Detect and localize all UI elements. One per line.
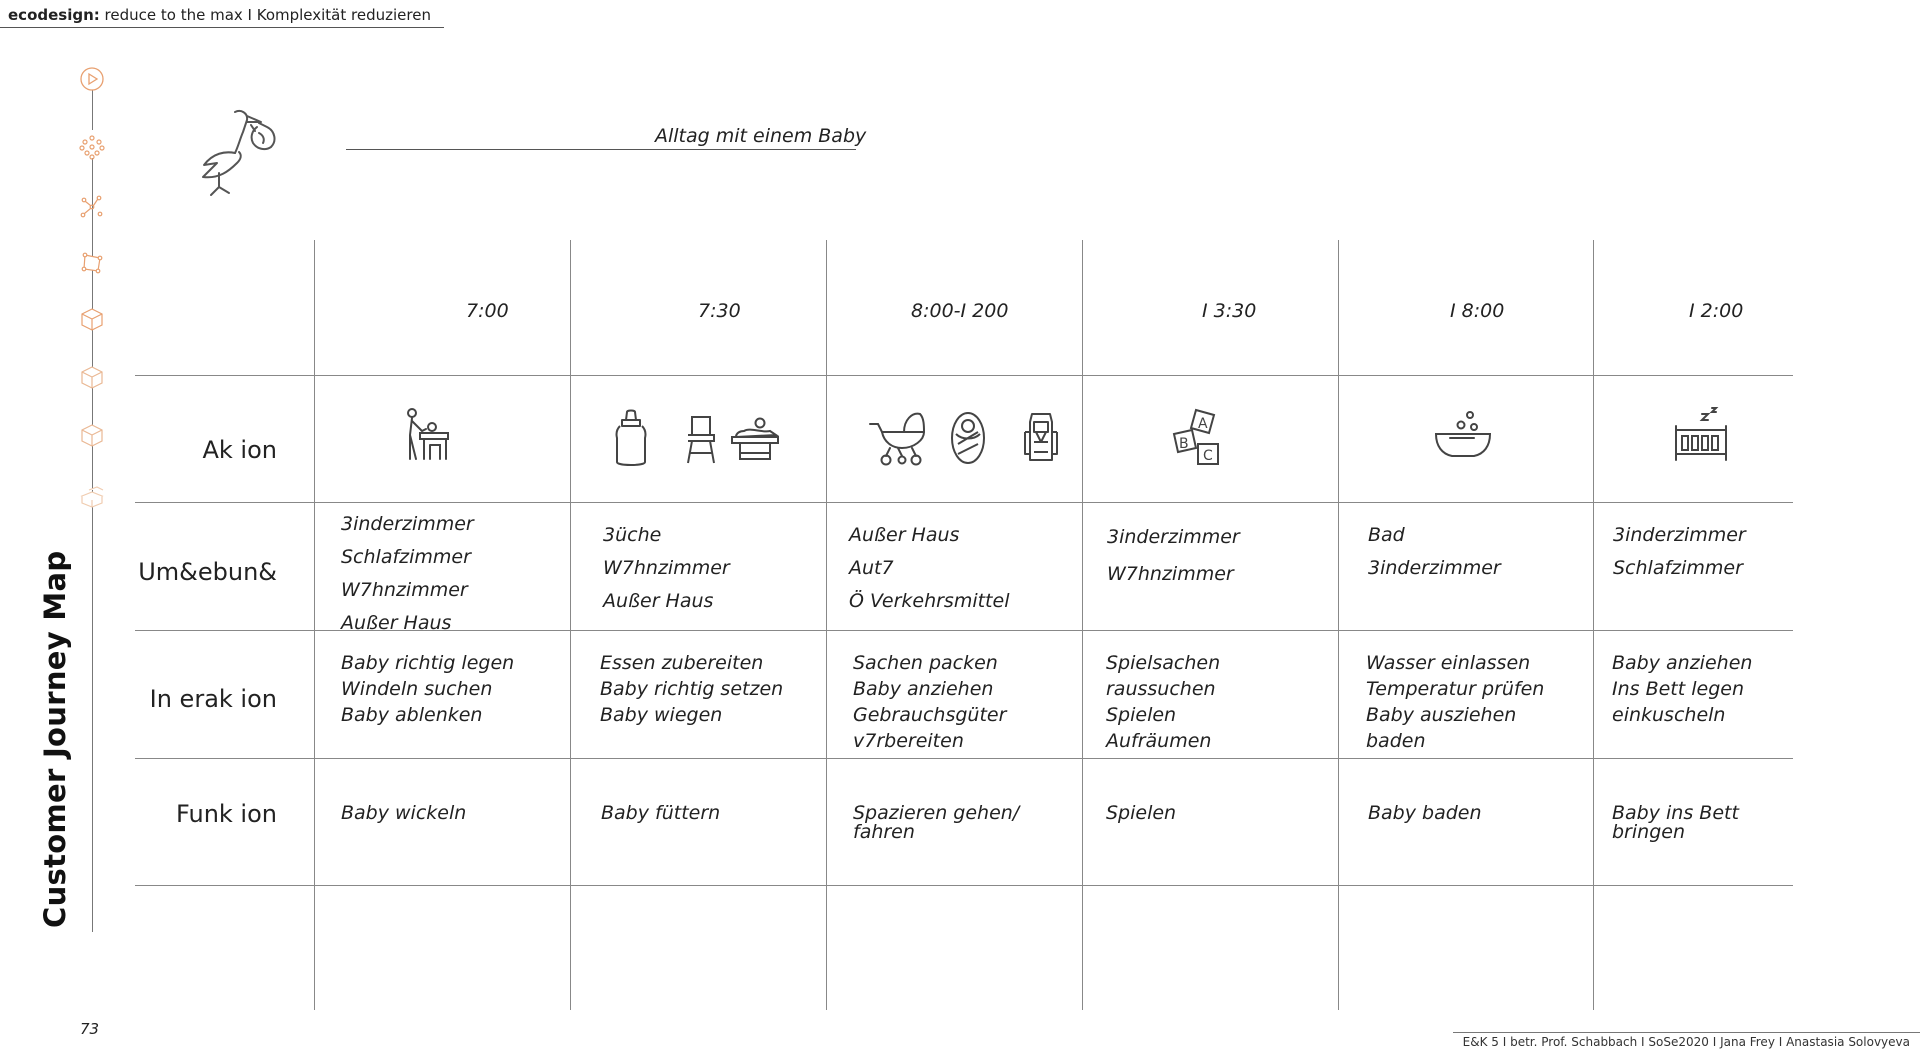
svg-text:A: A bbox=[1198, 416, 1208, 432]
dots-cluster-icon[interactable] bbox=[79, 134, 105, 160]
row-label-umgebung: Um&ebun& bbox=[138, 558, 277, 586]
subtitle-underline bbox=[346, 149, 856, 150]
list-item: Baby füttern bbox=[601, 802, 721, 824]
list-item: fahren bbox=[853, 821, 915, 843]
brand-label: ecodesign: bbox=[8, 6, 100, 24]
document-header bbox=[0, 6, 444, 28]
side-title: Customer Journey Map bbox=[38, 550, 72, 928]
list-item: Baby anziehen bbox=[853, 678, 994, 700]
umgebung-cell-3 bbox=[849, 519, 1009, 618]
list-item: Schlafzimmer bbox=[1613, 557, 1743, 579]
swaddled-baby-icon bbox=[950, 410, 986, 466]
list-item: 3inderzimmer bbox=[1107, 526, 1240, 548]
svg-text:C: C bbox=[1203, 448, 1213, 464]
grid-column-divider bbox=[1082, 240, 1083, 1010]
nav-connector-line bbox=[92, 90, 93, 130]
list-item: W7hnzimmer bbox=[1107, 563, 1234, 585]
umgebung-cell-4 bbox=[1107, 519, 1240, 593]
time-header-2: 7:30 bbox=[698, 300, 741, 322]
list-item: Spielsachen bbox=[1106, 652, 1221, 674]
high-chair-icon bbox=[684, 415, 718, 465]
time-header-5: I 8:00 bbox=[1450, 300, 1505, 322]
list-item: Aut7 bbox=[849, 557, 894, 579]
list-item: Baby ins Bett bbox=[1612, 802, 1739, 824]
list-item: Baby wiegen bbox=[600, 704, 723, 726]
grid-row-divider bbox=[135, 885, 1793, 886]
list-item: Baby ausziehen bbox=[1366, 704, 1517, 726]
time-header-3: 8:00-I 200 bbox=[911, 300, 1009, 322]
list-item: Baby richtig setzen bbox=[600, 678, 784, 700]
list-item: v7rbereiten bbox=[853, 730, 964, 752]
list-item: Baby richtig legen bbox=[341, 652, 515, 674]
list-item: einkuscheln bbox=[1612, 704, 1726, 726]
interaktion-cell-5 bbox=[1366, 650, 1544, 754]
list-item: bringen bbox=[1612, 821, 1685, 843]
row-label-funktion: Funk ion bbox=[175, 800, 277, 828]
funktion-cell-4 bbox=[1106, 804, 1176, 823]
grid-row-divider bbox=[135, 758, 1793, 759]
grid-row-divider bbox=[135, 375, 1793, 376]
footer-credits: E&K 5 I betr. Prof. Schabbach I SoSe2020 I Jana Frey I Anastasia Solovyeva bbox=[1453, 1032, 1920, 1049]
row-label-aktion: Ak ion bbox=[202, 436, 277, 464]
list-item: Wasser einlassen bbox=[1366, 652, 1531, 674]
list-item: Baby anziehen bbox=[1612, 652, 1753, 674]
scatter-nodes-icon[interactable] bbox=[79, 194, 105, 220]
list-item: Ins Bett legen bbox=[1612, 678, 1745, 700]
list-item: Außer Haus bbox=[341, 612, 452, 634]
list-item: Temperatur prüfen bbox=[1366, 678, 1545, 700]
box-stack-icon[interactable] bbox=[79, 484, 105, 510]
list-item: Spazieren gehen/ bbox=[853, 802, 1020, 824]
grid-column-divider bbox=[826, 240, 827, 1010]
list-item: Spielen bbox=[1106, 802, 1177, 824]
grid-row-divider bbox=[135, 502, 1793, 503]
list-item: Außer Haus bbox=[603, 590, 714, 612]
list-item: Gebrauchsgüter bbox=[853, 704, 1007, 726]
list-item: 3üche bbox=[603, 524, 662, 546]
umgebung-cell-6 bbox=[1613, 519, 1746, 585]
list-item: Sachen packen bbox=[853, 652, 998, 674]
list-item: 3inderzimmer bbox=[341, 513, 474, 535]
list-item: raussuchen bbox=[1106, 678, 1216, 700]
abc-blocks-icon bbox=[1168, 408, 1228, 466]
list-item: Außer Haus bbox=[849, 524, 960, 546]
cube-icon[interactable] bbox=[79, 364, 105, 390]
funktion-cell-5 bbox=[1368, 804, 1482, 823]
list-item: Baby wickeln bbox=[341, 802, 467, 824]
funktion-cell-1 bbox=[341, 804, 466, 823]
list-item: Baby baden bbox=[1368, 802, 1482, 824]
umgebung-cell-5 bbox=[1368, 519, 1501, 585]
list-item: baden bbox=[1366, 730, 1426, 752]
play-circle-icon[interactable] bbox=[79, 66, 105, 92]
nav-connector-line bbox=[92, 520, 93, 932]
header-tagline: reduce to the max I Komplexität reduzieren bbox=[99, 6, 431, 24]
list-item: 3inderzimmer bbox=[1368, 557, 1501, 579]
time-header-4: I 3:30 bbox=[1202, 300, 1257, 322]
page-number: 73 bbox=[80, 1020, 100, 1038]
list-item: W7hnzimmer bbox=[341, 579, 468, 601]
grid-column-divider bbox=[314, 240, 315, 1010]
funktion-cell-3 bbox=[853, 804, 1019, 842]
page-subtitle: Alltag mit einem Baby bbox=[655, 125, 867, 147]
cube-wireframe-icon[interactable] bbox=[79, 306, 105, 332]
list-item: Aufräumen bbox=[1106, 730, 1212, 752]
grid-column-divider bbox=[1338, 240, 1339, 1010]
list-item: Spielen bbox=[1106, 704, 1177, 726]
list-item: Bad bbox=[1368, 524, 1405, 546]
time-header-6: I 2:00 bbox=[1689, 300, 1744, 322]
bathtub-icon bbox=[1434, 410, 1492, 462]
interaktion-cell-6 bbox=[1612, 650, 1752, 728]
funktion-cell-6 bbox=[1612, 804, 1739, 842]
list-item: Essen zubereiten bbox=[600, 652, 764, 674]
car-seat-icon bbox=[1022, 412, 1060, 464]
polygon-icon[interactable] bbox=[79, 250, 105, 276]
interaktion-cell-4 bbox=[1106, 650, 1220, 754]
interaktion-cell-2 bbox=[600, 650, 783, 728]
time-header-1: 7:00 bbox=[466, 300, 509, 322]
list-item: Schlafzimmer bbox=[341, 546, 471, 568]
umgebung-cell-2 bbox=[603, 519, 730, 618]
stroller-icon bbox=[868, 410, 928, 466]
grid-column-divider bbox=[570, 240, 571, 1010]
list-item: Baby ablenken bbox=[341, 704, 483, 726]
cube-icon[interactable] bbox=[79, 422, 105, 448]
stork-icon bbox=[195, 107, 285, 197]
umgebung-cell-1 bbox=[341, 508, 474, 640]
interaktion-cell-3 bbox=[853, 650, 1006, 754]
interaktion-cell-1 bbox=[341, 650, 514, 728]
svg-text:B: B bbox=[1179, 436, 1189, 452]
list-item: 3inderzimmer bbox=[1613, 524, 1746, 546]
baby-bath-tray-icon bbox=[730, 415, 780, 461]
list-item: Windeln suchen bbox=[341, 678, 493, 700]
funktion-cell-2 bbox=[601, 804, 720, 823]
grid-column-divider bbox=[1593, 240, 1594, 1010]
list-item: W7hnzimmer bbox=[603, 557, 730, 579]
row-label-interaktion: In erak ion bbox=[149, 685, 277, 713]
changing-table-icon bbox=[400, 405, 456, 465]
list-item: Ö Verkehrsmittel bbox=[849, 590, 1010, 612]
crib-icon bbox=[1672, 406, 1730, 464]
baby-bottle-icon bbox=[614, 410, 648, 468]
